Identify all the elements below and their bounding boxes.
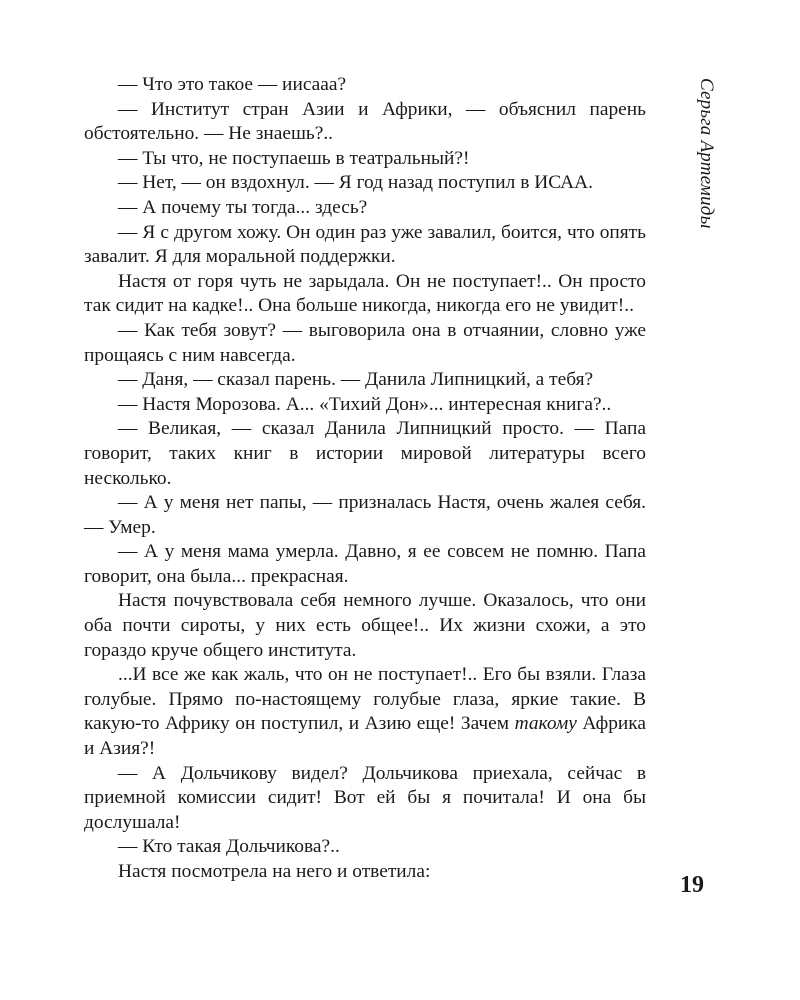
paragraph: — Ты что, не поступаешь в театральный?! — [118, 147, 470, 169]
paragraph: — Настя Морозова. А... «Тихий Дон»... интересная книга?.. — [118, 393, 612, 415]
paragraph-with-emphasis — [84, 663, 646, 761]
paragraph: — Я с другом хожу. Он один раз уже завалил, боится, что опять завалит. Я для моральной поддержки. — [84, 221, 646, 268]
page-number: 19 — [680, 872, 704, 898]
paragraph: Настя посмотрела на него и ответила: — [118, 861, 431, 882]
paragraph: — А Дольчикову видел? Дольчикова приехала, сейчас в приемной комиссии сидит! Вот ей бы я почитала! И она бы дослушала! — [84, 762, 646, 833]
paragraph: — А почему ты тогда... здесь? — [118, 196, 368, 218]
paragraph: — Как тебя зовут? — выговорила она в отчаянии, словно уже прощаясь с ним навсегда. — [84, 319, 646, 366]
paragraph: — Даня, — сказал парень. — Данила Липницкий, а тебя? — [118, 369, 594, 391]
paragraph: Настя от горя чуть не зарыдала. Он не поступает!.. Он просто так сидит на кадке!.. Она больше никогда, никогда его не увидит!.. — [84, 270, 646, 317]
paragraph: — А у меня нет папы, — призналась Настя, очень жалея себя. — Умер. — [84, 492, 646, 538]
paragraph-text: Африка и Азия?! — [84, 713, 647, 760]
paragraph: — Нет, — он вздохнул. — Я год назад поступил в ИСАА. — [118, 172, 594, 194]
paragraph: — Что это такое — иисааа? — [118, 74, 347, 95]
paragraph: — Кто такая Дольчикова?.. — [118, 836, 340, 858]
page-body-text — [84, 73, 646, 885]
paragraph: — Институт стран Азии и Африки, — объяснил парень обстоятельно. — Не знаешь?.. — [84, 98, 646, 145]
paragraph-text: ...И все же как жаль, что он не поступает!.. Его бы взяли. Глаза голубые. Прямо по-настоящему голубые глаза, яркие такие. В какую-то Африку он поступил, и Азию еще! Зачем — [84, 664, 646, 735]
running-header-book-title: Серьга Артемиды — [696, 78, 717, 229]
paragraph: — А у меня мама умерла. Давно, я ее совсем не помню. Папа говорит, она была... прекрасная. — [84, 541, 646, 587]
paragraph: — Великая, — сказал Данила Липницкий просто. — Папа говорит, таких книг в истории мировой литературы всего несколько. — [84, 418, 646, 489]
paragraph: Настя почувствовала себя немного лучше. Оказалось, что они оба почти сироты, у них есть общее!.. Их жизни схожи, а это гораздо круче общего института. — [84, 590, 646, 661]
emphasized-word: такому — [514, 713, 577, 735]
